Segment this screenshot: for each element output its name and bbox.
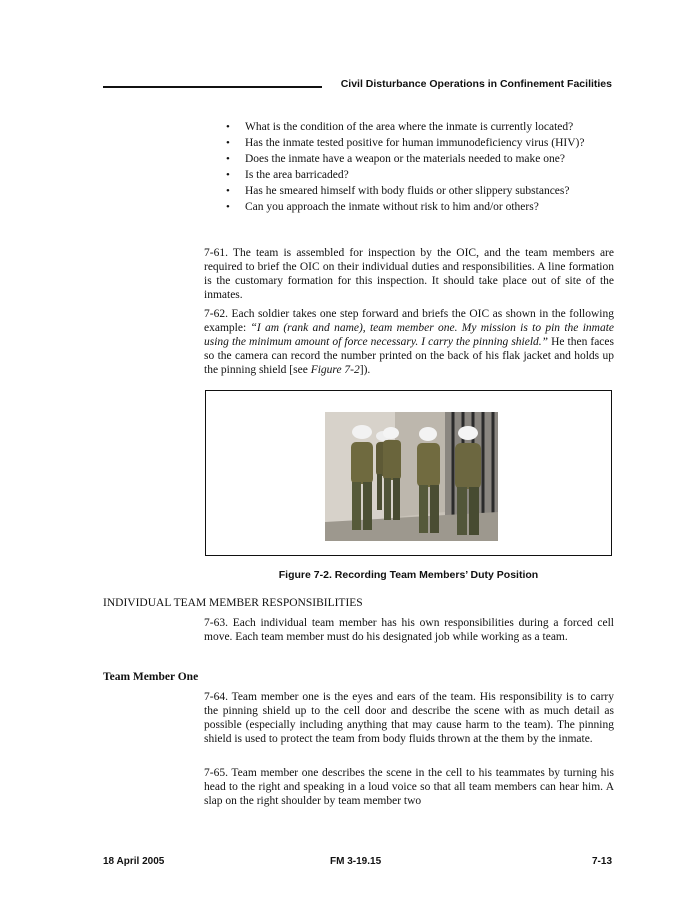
list-item: • Does the inmate have a weapon or the materials needed to make one? bbox=[204, 152, 614, 166]
team-lineup-photo bbox=[325, 412, 498, 541]
figure-frame bbox=[205, 390, 612, 556]
footer-date: 18 April 2005 bbox=[103, 856, 165, 867]
list-item: • What is the condition of the area where the inmate is currently located? bbox=[204, 120, 614, 134]
running-header: Civil Disturbance Operations in Confinement Facilities bbox=[340, 78, 612, 90]
footer-manual: FM 3-19.15 bbox=[330, 856, 382, 867]
paragraph-7-61: 7-61. The team is assembled for inspection by the OIC, and the team members are required to brief the OIC on their individual duties and responsibilities. A line formation is the customary formation for this inspection. It should take place out of site of the inmates. bbox=[204, 247, 614, 301]
figure-caption: Figure 7-2. Recording Team Members’ Duty Position bbox=[278, 569, 539, 581]
para-7-62-end: ]). bbox=[359, 364, 371, 376]
figure-reference: Figure 7-2 bbox=[310, 364, 360, 376]
section-heading: INDIVIDUAL TEAM MEMBER RESPONSIBILITIES bbox=[103, 597, 363, 609]
para-7-62-mid: He then faces so the camera can record the number printed on the back of his flak jacket and holds up the pinning shield [see bbox=[204, 336, 614, 376]
list-item: • Has the inmate tested positive for human immunodeficiency virus (HIV)? bbox=[204, 136, 614, 150]
header-rule bbox=[103, 86, 322, 88]
para-7-62-lead: 7-62. Each soldier takes one step forward and briefs the OIC as shown in the following example: bbox=[204, 308, 614, 334]
footer-page-number: 7-13 bbox=[591, 856, 612, 867]
para-7-62-quote: “I am (rank and name), team member one. My mission is to pin the inmate using the minimum amount of force necessary. I carry the pinning shield.” bbox=[204, 322, 614, 348]
list-item: • Can you approach the inmate without risk to him and/or others? bbox=[204, 200, 614, 214]
paragraph-7-62 bbox=[204, 307, 614, 377]
paragraph-7-64: 7-64. Team member one is the eyes and ears of the team. His responsibility is to carry the pinning shield up to the cell door and describe the scene with as much detail as possible (especially including anything that may cause harm to the team). The pinning shield is used to protect the team from body fluids thrown at the them by the inmate. bbox=[204, 691, 614, 745]
question-list bbox=[204, 120, 614, 216]
paragraph-7-65: 7-65. Team member one describes the scene in the cell to his teammates by turning his head to the right and speaking in a loud voice so that all team members can hear him. A slap on the right shoulder by team member two bbox=[204, 767, 614, 807]
list-item: • Has he smeared himself with body fluids or other slippery substances? bbox=[204, 184, 614, 198]
list-item: • Is the area barricaded? bbox=[204, 168, 614, 182]
subsection-heading: Team Member One bbox=[103, 671, 199, 683]
paragraph-7-63: 7-63. Each individual team member has his own responsibilities during a forced cell move. Each team member must do his designated job while working as a team. bbox=[204, 617, 614, 643]
